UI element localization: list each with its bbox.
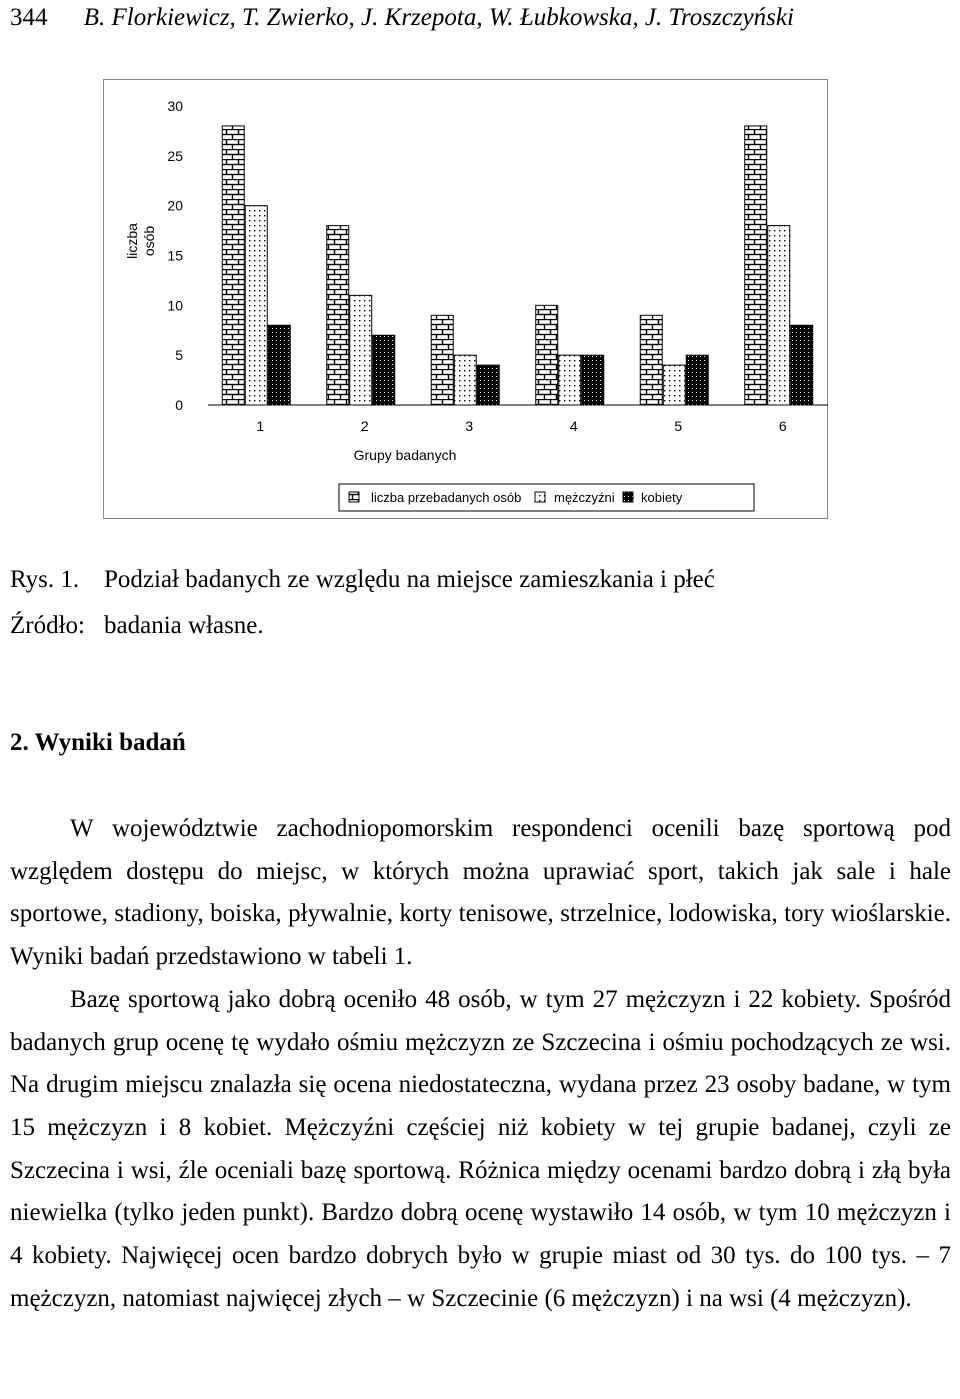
caption-text: Podział badanych ze względu na miejsce zamieszkania i płeć [104,566,715,593]
running-head [10,4,794,32]
paragraph-2: Bazę sportową jako dobrą oceniło 48 osób, w tym 27 mężczyzn i 22 kobiety. Spośród badanych grup ocenę tę wydało ośmiu mężczyzn ze Szczecina i ośmiu pochodzących ze wsi. Na drugim miejscu znalazła się ocena niedostateczna, wydana przez 23 osoby badane, w tym 15 mężczyzn i 8 kobiet. Mężczyźni częściej niż kobiety w tej grupie badanej, czyli ze Szczecina i wsi, źle oceniali bazę sportową. Różnica między ocenami bardzo dobrą i złą była niewielka (tylko jeden punkt). Bardzo dobrą ocenę wystawiło 14 osób, w tym 10 mężczyzn i 4 kobiety. Najwięcej ocen bardzo dobrych było w grupie miast od 30 tys. do 100 tys. – 7 mężczyzn, natomiast najwięcej złych – w Szczecinie (6 mężczyzn) i na wsi (4 mężczyzn). [10,985,951,1312]
bar-brick [745,126,767,405]
legend-swatch [623,492,633,502]
source-label: Źródło: [10,612,85,639]
bar-dark [477,365,499,405]
caption-label: Rys. 1. [10,566,80,593]
bar-dots [663,365,685,405]
y-axis-ticks [167,98,183,413]
bar-dark [373,335,395,405]
bar-dots [350,295,372,405]
y-tick-label: 0 [175,397,183,413]
y-axis-label-line: liczba [124,223,140,259]
bar-brick [431,315,453,405]
bar-brick [222,126,244,405]
section-heading: 2. Wyniki badań [10,729,186,756]
bar-dark [791,325,813,405]
x-axis-ticks [256,418,787,434]
bar-dark [686,355,708,405]
legend-swatch [349,492,359,502]
legend-label: liczba przebadanych osób [371,490,522,505]
bar-dots [559,355,581,405]
y-axis-label-line: osób [141,225,157,257]
figure-caption [10,566,715,594]
bar-brick [536,305,558,405]
bar-dark [582,355,604,405]
x-tick-label: 1 [256,418,265,434]
authors: B. Florkiewicz, T. Zwierko, J. Krzepota, W. Łubkowska, J. Troszczyński [83,4,794,31]
source-text: badania własne. [104,612,264,639]
x-tick-label: 2 [360,418,369,434]
x-tick-label: 5 [674,418,683,434]
y-axis-label [124,223,157,259]
x-tick-label: 6 [778,418,787,434]
bars [208,126,828,405]
bar-brick [640,315,662,405]
legend-label: kobiety [641,490,683,505]
bar-brick [327,226,349,405]
bar-dark [268,325,290,405]
y-tick-label: 10 [167,297,183,314]
paragraph-1: W województwie zachodniopomorskim respondenci ocenili bazę sportową pod względem dostępu do miejsc, w których można uprawiać sport, takich jak sale i hale sportowe, stadiony, boiska, pływalnie, korty tenisowe, strzelnice, lodowiska, tory wioślarskie. Wyniki badań przedstawiono w tabeli 1. [10,815,951,971]
bar-dots [245,206,267,405]
page-number: 344 [10,4,48,31]
body-text [10,808,951,1320]
y-tick-label: 25 [167,147,183,164]
y-tick-label: 20 [167,197,183,214]
y-tick-label: 5 [175,347,183,364]
x-tick-label: 4 [569,418,578,434]
legend [339,484,754,511]
y-tick-label: 30 [167,98,183,114]
y-tick-label: 15 [167,247,183,264]
bar-dots [454,355,476,405]
legend-label: mężczyźni [554,490,615,505]
bar-dots [768,226,790,405]
legend-swatch [535,492,545,502]
x-axis-label: Grupy badanych [353,447,457,463]
bar-chart [103,79,828,519]
x-tick-label: 3 [465,418,474,434]
figure-source [10,612,264,640]
